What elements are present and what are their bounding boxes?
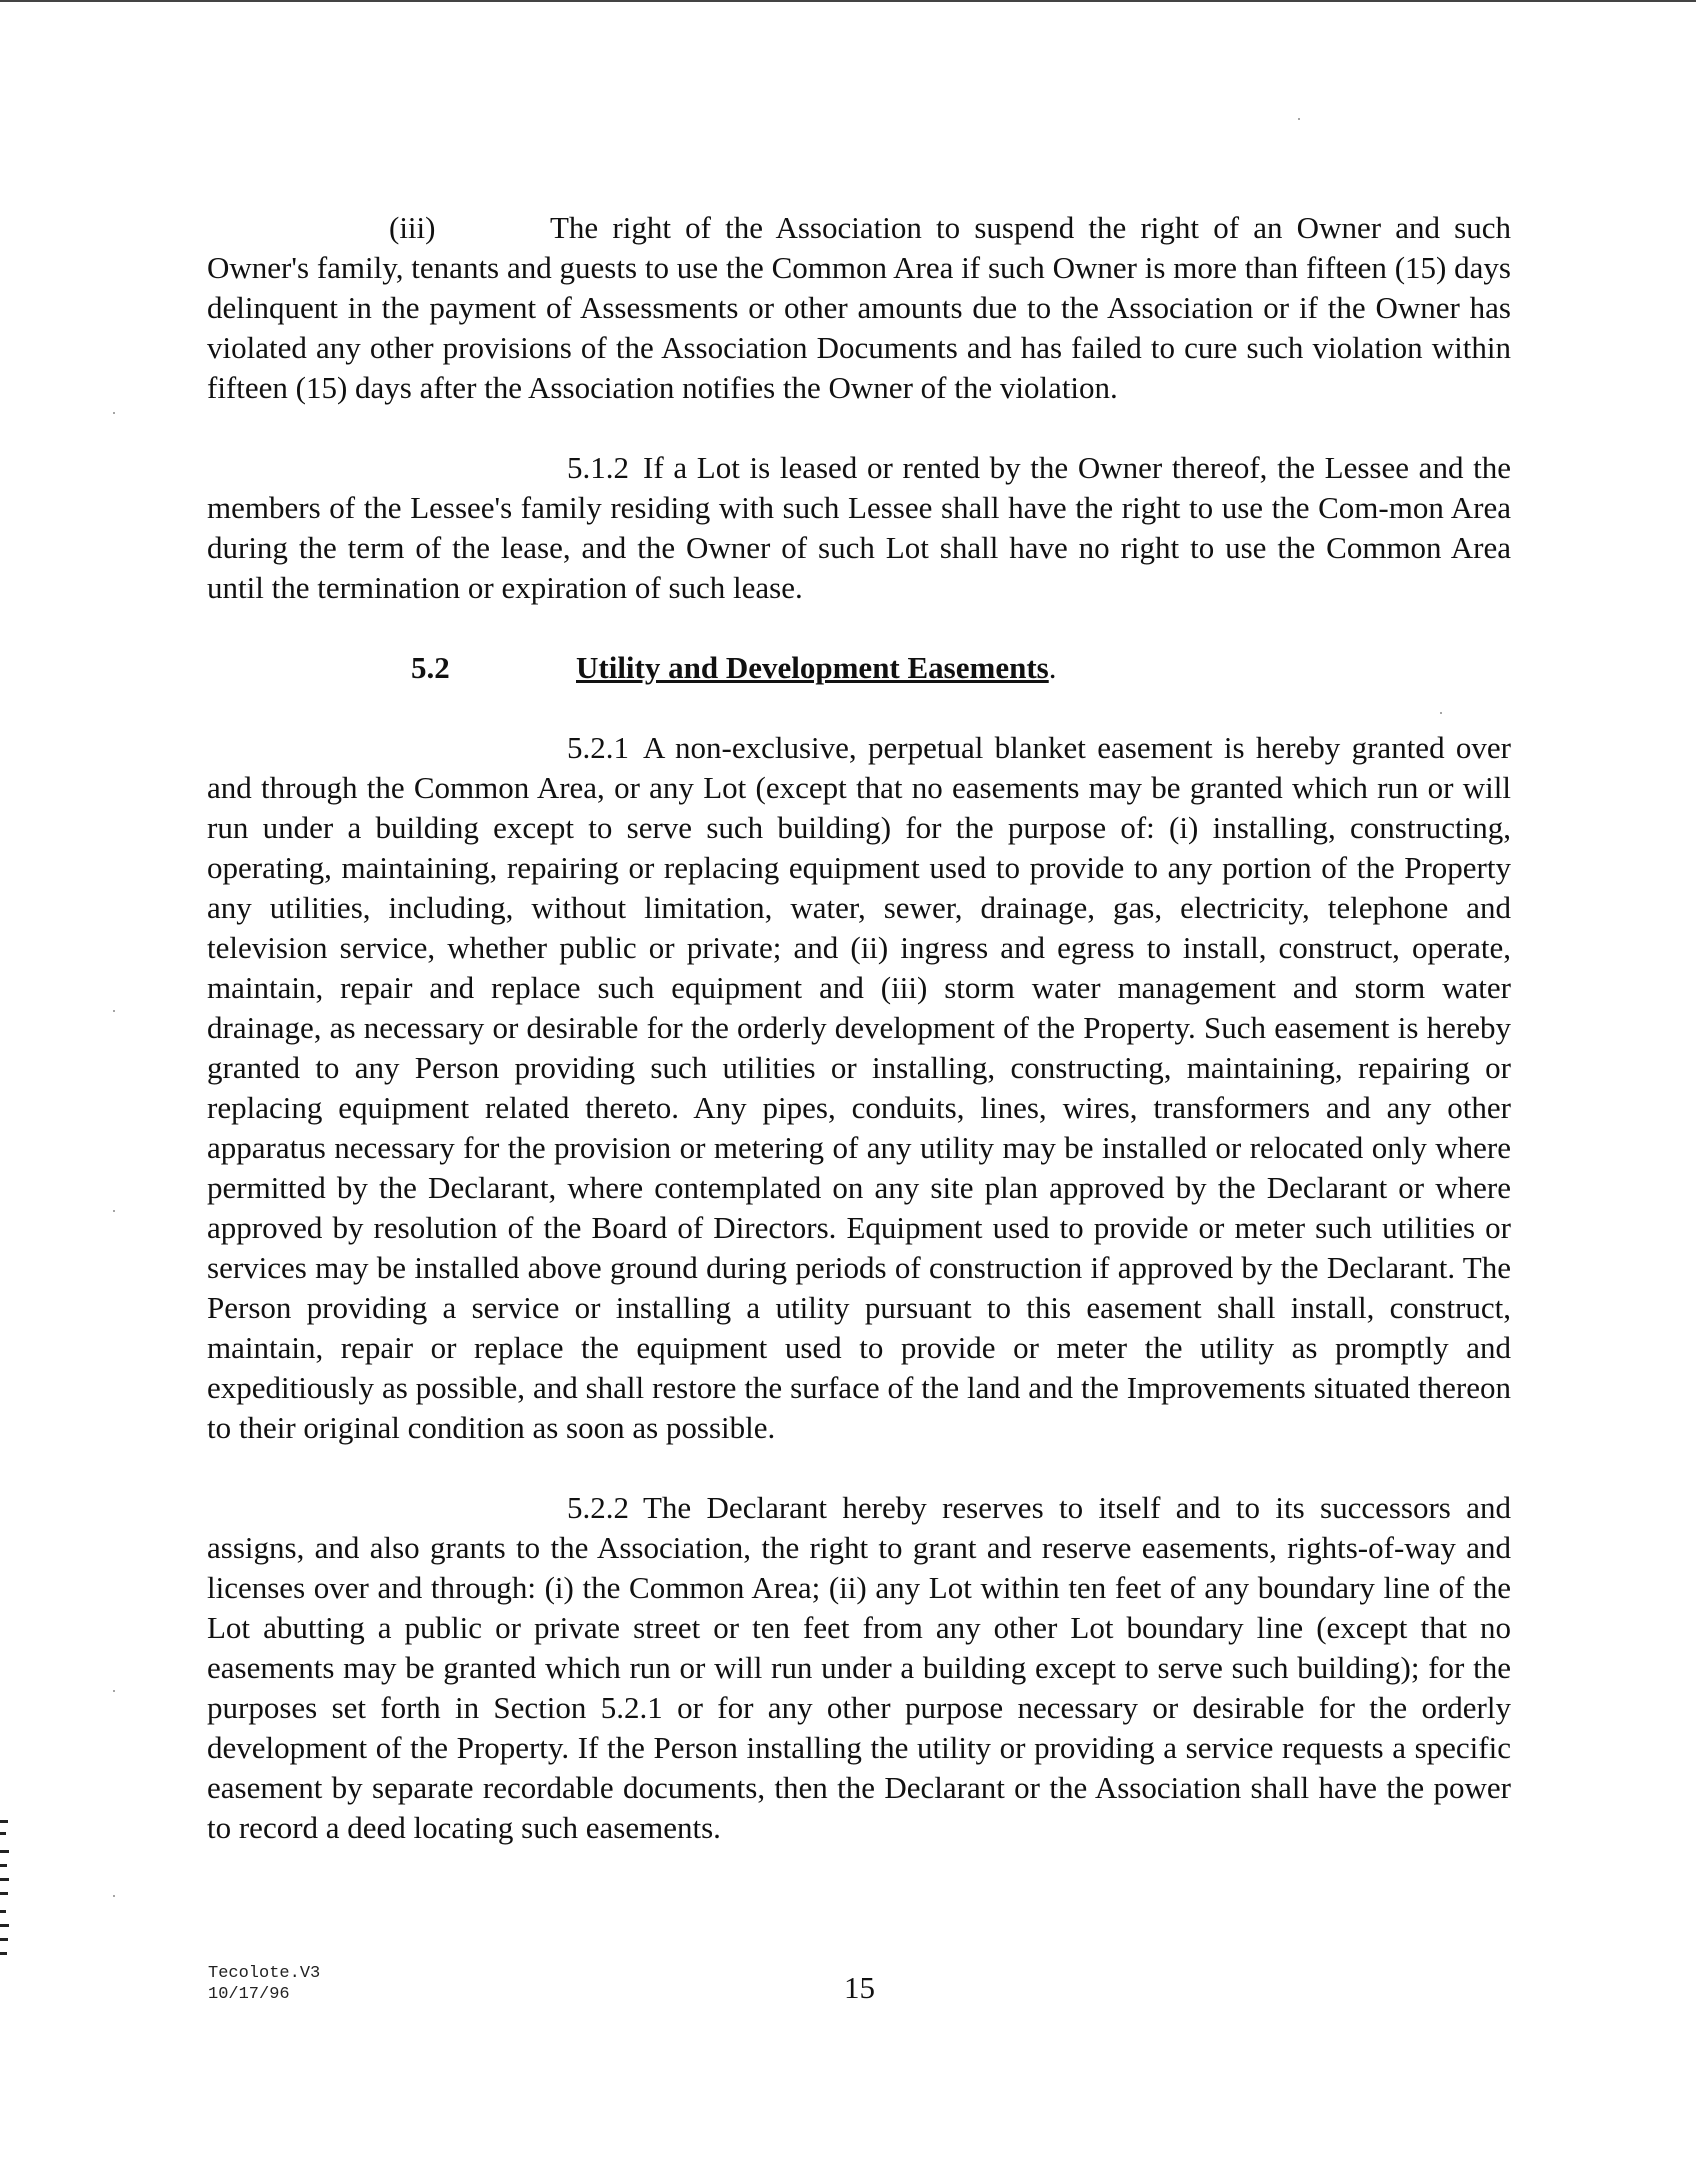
page-number: 15 (844, 1970, 875, 2005)
paragraph-5-2-2 (207, 1488, 1511, 1848)
subsection-number: 5.2.2 (567, 1490, 629, 1525)
paragraph-text: The right of the Association to suspend the right of an Owner and such Owner's family, tenants and guests to use the Common Area if such Owner is more than fifteen (15) days delinquent in the payment of Assessments or other amounts due to the Association or if the Owner has violated any other provisions of the Association Documents and has failed to cure such violation within fifteen (15) days after the Association notifies the Owner of the violation. (207, 210, 1511, 405)
section-title-period: . (1048, 650, 1057, 685)
scan-speck (1298, 118, 1300, 120)
footer-date: 10/17/96 (208, 1985, 290, 2004)
paragraph-5-1-2 (207, 448, 1511, 608)
top-edge-line (0, 0, 1696, 2)
item-label: (iii) (389, 210, 436, 245)
paragraph-text: A non-exclusive, perpetual blanket easement is hereby granted over and through the Common Area, or any Lot (except that no easements may be granted which run or will run under a building except to serve such building) for the purpose of: (i) installing, constructing, operating, maintaining, repairing or replacing equipment used to provide to any portion of the Property any utilities, including, without limitation, water, sewer, drainage, gas, electricity, telephone and television service, whether public or private; and (ii) ingress and egress to install, construct, operate, maintain, repair and replace such equipment and (iii) storm water management and storm water drainage, as necessary or desirable for the orderly development of the Property. Such easement is hereby granted to any Person providing such utilities or installing, constructing, maintaining, repairing or replacing equipment related thereto. Any pipes, conduits, lines, wires, transformers and any other apparatus necessary for the provision or metering of any utility may be installed or relocated only where permitted by the Declarant, where contemplated on any site plan approved by the Declarant or where approved by resolution of the Board of Directors. Equipment used to provide or meter such utilities or services may be installed above ground during periods of construction if approved by the Declarant. The Person providing a service or installing a utility pursuant to this easement shall install, construct, maintain, repair or replace the equipment used to provide or meter the utility as promptly and expeditiously as possible, and shall restore the surface of the land and the Improvements situated thereon to their original condition as soon as possible. (207, 730, 1511, 1445)
scan-speck (113, 412, 115, 414)
paragraph-5-2-1 (207, 728, 1511, 1448)
document-body (207, 208, 1511, 1848)
paragraph-text: The Declarant hereby reserves to itself and to its successors and assigns, and also grants to the Association, the right to grant and reserve easements, rights-of-way and licenses over and through: (i) the Common Area; (ii) any Lot within ten feet of any boundary line of the Lot abutting a public or private street or ten feet from any other Lot boundary line (except that no easements may be granted which run or will run under a building except to serve such building); for the purposes set forth in Section 5.2.1 or for any other purpose necessary or desirable for the orderly development of the Property. If the Person installing the utility or providing a service requests a specific easement by separate recordable documents, then the Declarant or the Association shall have the power to record a deed locating such easements. (207, 1490, 1511, 1845)
section-title: Utility and Development Easements (576, 650, 1049, 685)
paragraph-iii (207, 208, 1511, 408)
scan-speck (113, 1210, 115, 1212)
scan-speck (113, 1895, 115, 1897)
section-number: 5.2 (411, 650, 450, 685)
paragraph-text: If a Lot is leased or rented by the Owner thereof, the Lessee and the members of the Lessee's family residing with such Lessee shall have the right to use the Com-mon Area during the term of the lease, and the Owner of such Lot shall have no right to use the Common Area until the termination or expiration of such lease. (207, 450, 1511, 605)
section-heading-5-2 (207, 648, 1511, 688)
scan-speck (1440, 712, 1442, 714)
footer-doc-name: Tecolote.V3 (208, 1964, 321, 1983)
scan-binding-marks (0, 1820, 10, 2120)
scan-speck (113, 1010, 115, 1012)
footer-document-id (208, 1963, 320, 2005)
subsection-number: 5.1.2 (567, 450, 629, 485)
scan-speck (113, 1690, 115, 1692)
subsection-number: 5.2.1 (567, 730, 629, 765)
